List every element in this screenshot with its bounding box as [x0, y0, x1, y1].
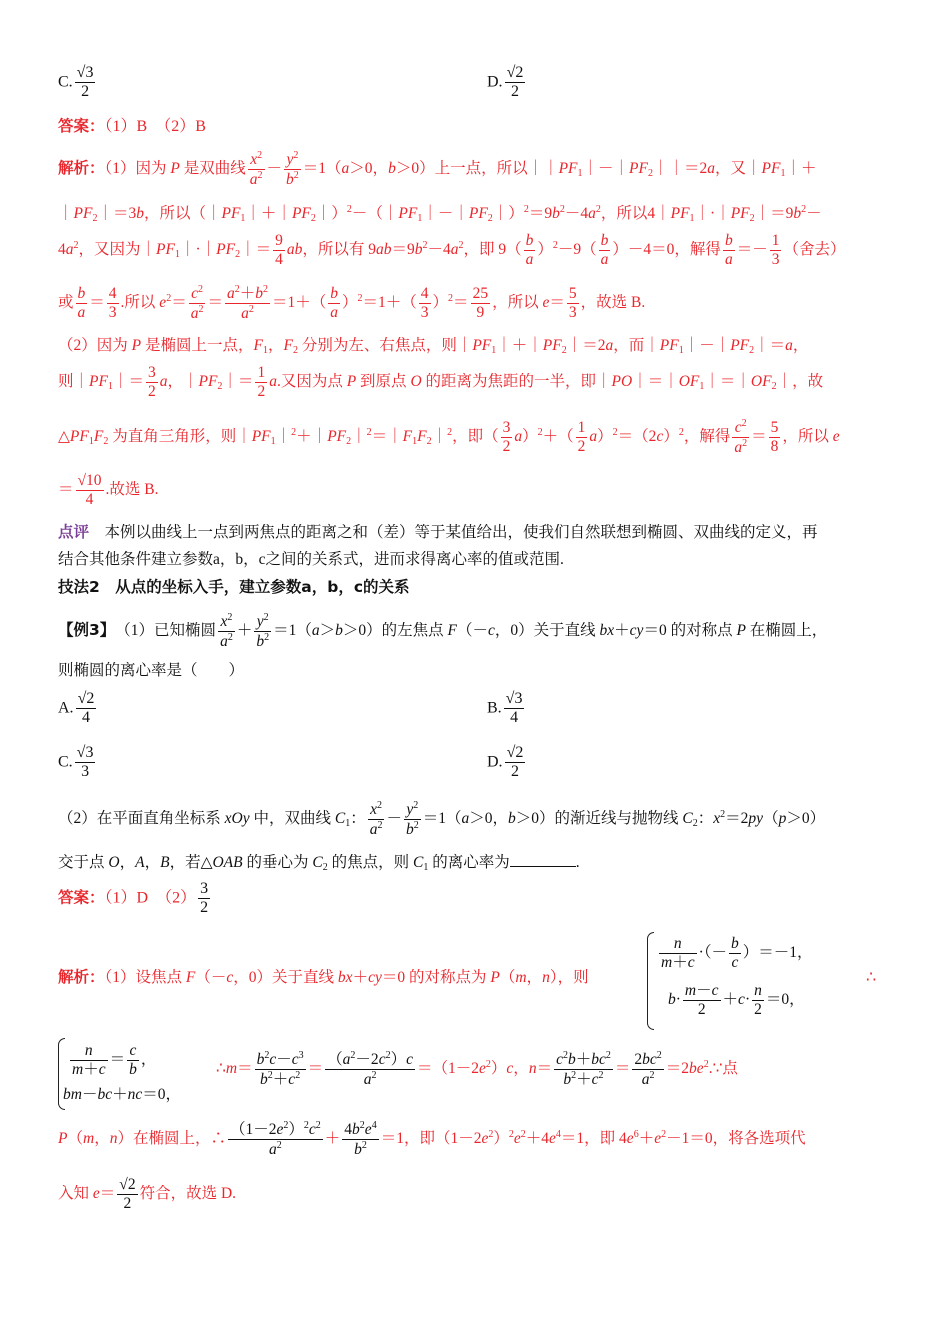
analysis-1-line-4: 或 $\frac{b}{a}$ ＝ $\frac{4}{3}$ .所以 $e^2=$ $\frac{c^2}{a^2}$ ＝ $\frac{a^2+b^2}{a^2}$ ＝1＋（ $\frac{b}{a}$ ）$^2$＝1＋（ $\frac{4}{3}$ ）$^2$＝ $\frac{25}{9}$ ，所以 e＝ $\frac{5}{3}$ ，故选 B.	[58, 284, 646, 322]
option-a: A. √ $\frac{2}{4}$	[58, 690, 98, 728]
option-b: B. √ $\frac{3}{4}$	[487, 690, 526, 728]
example3-line-2: 则椭圆的离心率是（ ）	[58, 662, 245, 679]
option-d: D. √ $\frac{2}{2}$	[487, 744, 527, 782]
example3-q2-line-2: 交于点 O，A，B，若△OAB 的垂心为 $C_2$ 的焦点，则 $C_1$ 的离心率为 .	[58, 854, 580, 873]
analysis-1-line-1: 解析：（1）因为 P 是双曲线 $\frac{x^2}{a^2}$ － $\frac{y^2}{b^2}$ ＝1（a＞0，b＞0）上一点，所以$||PF_1|-|PF_2||=2a$，又$|PF_1|+$	[58, 150, 817, 188]
example3-q2-line-1: （2）在平面直角坐标系 xOy 中，双曲线 $C_1$： $\frac{x^2}{a^2}$ － $\frac{y^2}{b^2}$ ＝1（a＞0，b＞0）的渐近线与抛物线 $C_2$：$x^2=2py(p>0)$	[58, 800, 826, 838]
analysis-1-line-8: ＝ √ $\frac{10}{4}$ .故选 B.	[58, 472, 892, 509]
option-d-top: D. √ $\frac{2}{2}$	[487, 64, 527, 102]
option-c-top: C. √ $\frac{3}{2}$	[58, 64, 97, 102]
system-2-eq-2: bm－bc＋nc＝0，	[63, 1086, 182, 1103]
analysis-1-line-3: $4a^2$，又因为$|PF_1|\cdot|PF_2|=$ $\frac{9}{4}$ ab，所以有 $9ab=9b^2-4a^2$，即 9（ $\frac{b}{a}$ ）$^2$－9（ $\frac{b}{a}$ ）－4＝0，解得 $\frac{b}{a}$ ＝－ $\frac{1}{3}$ （舍去）	[58, 232, 846, 268]
analysis-2-line-3: P（m，n）在椭圆上，∴ $\frac{(1-2e^2)^2c^2}{a^2}$ ＋ $\frac{4b^2e^4}{b^2}$ ＝1，即$(1-2e^2)^2e^2+4e^4=1$，即 $4e^6+e^2-1=0$，将各选项代	[58, 1120, 806, 1158]
option-c: C. √ $\frac{3}{3}$	[58, 744, 97, 782]
analysis-2-line-4: 入知 e＝ √ $\frac{2}{2}$ 符合，故选 D.	[58, 1176, 892, 1213]
answer-line-2: 答案：（1）D （2） $\frac{3}{2}$	[58, 880, 209, 917]
analysis-1-line-2: $|PF_2|=3b$，所以$(|PF_1|+|PF_2|)^2-(|PF_1|-|PF_2|)^2=9b^2-4a^2$，所以$4|PF_1|\cdot|PF_2|=9b^2-$	[58, 204, 822, 224]
analysis-2-line-1: 解析：（1）设焦点 F（－c，0）关于直线 bx＋cy＝0 的对称点为 P（m，n），则	[58, 968, 589, 986]
system-brace-1	[647, 932, 654, 1030]
analysis-2-line-2: ∴m＝ $\frac{b^2c-c^3}{b^2+c^2}$ ＝ $\frac{(a^2-2c^2)c}{a^2}$ $=(1-2e^2)c$，n＝ $\frac{c^2b+bc^2}{b^2+c^2}$ ＝ $\frac{2bc^2}{a^2}$ $=2be^2.\because$点	[216, 1050, 738, 1088]
analysis-1-line-6: 则$|PF_1|=$ $\frac{3}{2}$ a，$|PF_2|=$ $\frac{1}{2}$ a.又因为点 P 到原点 O 的距离为焦距的一半，即$|PO|=|OF_1|=|OF_2|$，故	[58, 364, 824, 400]
answer-line-1: 答案：（1）B （2）B	[58, 117, 206, 135]
system-2-eq-1: $\frac{n}{m+c}$ ＝ $\frac{c}{b}$ ，	[72, 1042, 157, 1078]
analysis-1-line-5: （2）因为 P 是椭圆上一点，$F_1$，$F_2$ 分别为左、右焦点，则$|PF_1|+|PF_2|=2a$，而$|PF_1|-|PF_2|=a$，	[58, 337, 809, 356]
technique-title: 技法2 从点的坐标入手，建立参数a，b，c的关系	[58, 578, 410, 596]
remark-line-1: 点评 本例以曲线上一点到两焦点的距离之和（差）等于某值给出，使我们自然联想到椭圆、双曲线的定义，再	[58, 523, 818, 541]
analysis-1-line-7: $\triangle PF_1F_2$ 为直角三角形，则$|PF_1|^2+|PF_2|^2=|F_1F_2|^2$，即（ $\frac{3}{2}$ a）$^2$＋（ $\frac{1}{2}$ $a)^2=(2c)^2$，解得 $\frac{c^2}{a^2}$ ＝ $\frac{5}{8}$ ，所以 e	[58, 418, 840, 456]
system-1-eq-1: $\frac{n}{m+c}$ ·（－ $\frac{b}{c}$ ）＝－1，	[661, 935, 813, 971]
therefore-symbol-1: ∴	[866, 969, 877, 986]
example3-line-1: 【例3】 （1）已知椭圆 $\frac{x^2}{a^2}$ ＋ $\frac{y^2}{b^2}$ ＝1（a＞b＞0）的左焦点 F（－c，0）关于直线 bx＋cy＝0 的对称点 P 在椭圆上，	[58, 612, 828, 650]
system-1-eq-2: b· $\frac{m-c}{2}$ ＋c· $\frac{n}{2}$ ＝0，	[668, 982, 805, 1018]
remark-line-2: 结合其他条件建立参数a，b，c之间的关系式，进而求得离心率的值或范围.	[58, 551, 564, 568]
